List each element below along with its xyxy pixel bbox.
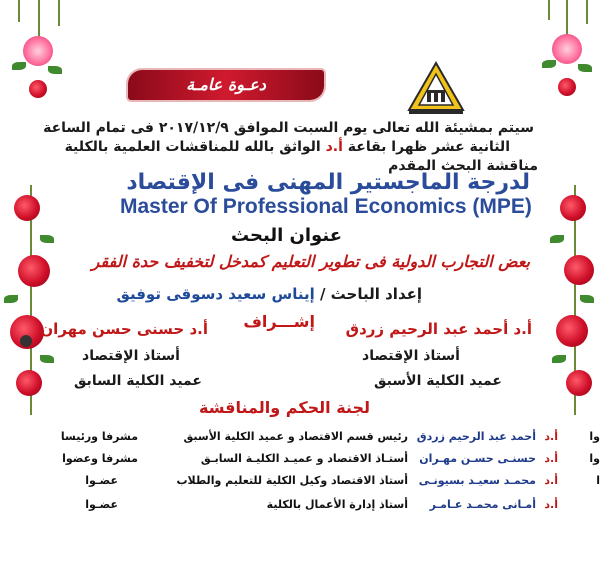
supervisor-right-title: أستاذ الإقتصاد <box>362 348 460 364</box>
degree-title: لدرجة الماجستير المهنى فى الإقتصاد <box>126 170 530 195</box>
university-logo <box>405 60 467 116</box>
member-prefix: أ.د <box>544 452 558 465</box>
member-name: محمـد سعيـد بسيونـى <box>418 474 536 487</box>
member-name: حسنـى حسـن مهـران <box>419 452 536 465</box>
researcher-line <box>116 285 422 303</box>
member-desc: أستاذ إدارة الأعمال بالكلية <box>266 498 408 511</box>
intro-line-3-pre: مناقشة البحث المقدم <box>388 158 538 174</box>
intro-line-1: سيتم بمشيئة الله تعالى يوم السبت الموافق ٢٠١٧/١٢/٩ فى تمام الساعة <box>43 120 534 136</box>
member-name: أحمد عبد الرحيم زردق <box>416 430 536 443</box>
supervision-heading: إشـــراف <box>243 312 315 331</box>
intro-line-2 <box>65 139 510 155</box>
member-desc: أستـاذ الاقتصاد و عميـد الكليـة السابـق <box>200 452 408 465</box>
supervisor-right-role: عميد الكلية الأسبق <box>374 373 502 389</box>
member-role: عضـوا <box>85 498 118 511</box>
member-role: مشرفا ورئيسا <box>60 430 138 443</box>
supervisor-right-name: أ.د أحمد عبد الرحيم زردق <box>345 320 532 338</box>
supervisor-left-role: عميد الكلية السابق <box>73 373 202 389</box>
edge-fragment: وا <box>589 430 600 443</box>
committee-heading: لجنة الحكم والمناقشة <box>199 398 370 417</box>
top-right-flower-decoration <box>540 0 595 120</box>
member-desc: رئيس قسم الاقتصاد و عميد الكلية الأسبق <box>183 430 408 443</box>
member-prefix: أ.د <box>544 430 558 443</box>
member-prefix: أ.د <box>544 474 558 487</box>
edge-fragment: ا <box>596 474 600 487</box>
member-name: أمـانى محمـد عـامـر <box>429 498 536 511</box>
top-left-flower-decoration <box>8 0 68 120</box>
intro-line-2-post: الواثق بالله للمناقشات العلمية بالكلية <box>64 139 326 155</box>
invitation-banner: دعـوة عامـة <box>128 70 324 100</box>
member-role: عضـوا <box>85 474 118 487</box>
researcher-name: إيناس سعيد دسوقى توفيق <box>116 285 315 303</box>
edge-fragment: وا <box>589 452 600 465</box>
degree-title-english: Master Of Professional Economics (MPE) <box>120 195 532 218</box>
intro-line-2-red: أ.د <box>325 139 343 155</box>
intro-line-2-pre: الثانية عشر ظهرا بقاعة <box>342 139 510 155</box>
left-rose-decoration <box>0 185 60 415</box>
supervisor-left-title: أستاذ الإقتصاد <box>82 348 180 364</box>
member-role: مشرفا وعضوا <box>62 452 138 465</box>
member-desc: أستاذ الاقتصاد وكيل الكلية للتعليم والطلاب <box>176 474 408 487</box>
research-title: بعض التجارب الدولية فى تطوير التعليم كمدخل لتخفيف حدة الفقر <box>91 252 530 271</box>
research-heading: عنوان البحث <box>230 225 342 246</box>
researcher-label: إعداد الباحث / <box>314 285 422 303</box>
member-prefix: أ.د <box>544 498 558 511</box>
right-rose-decoration <box>550 185 600 415</box>
supervisor-left-name: أ.د حسنى حسن مهران <box>40 320 208 338</box>
